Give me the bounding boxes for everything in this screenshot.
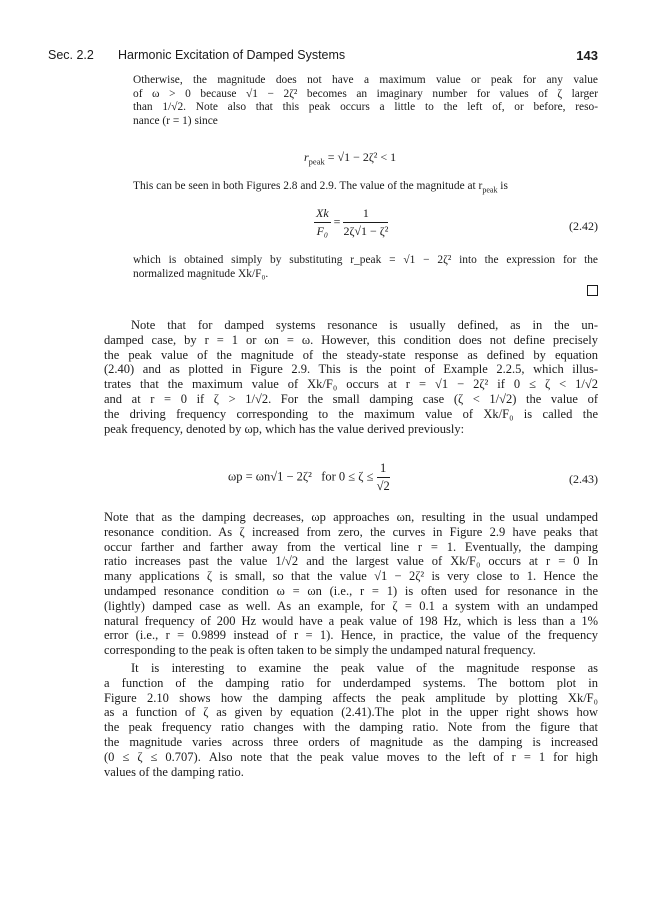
eq-lhs-sub: peak <box>308 156 325 167</box>
text-line: trates that the maximum value of Xk/F₀ occurs at r = √1 − 2ζ² if 0 ≤ ζ < 1/√2 <box>104 377 598 392</box>
eq-numerator: 1 <box>377 461 390 478</box>
text-line: many applications ζ is small, so that the value √1 − 2ζ² is very close to 1. Hence the <box>104 569 598 584</box>
equation-number: (2.43) <box>569 472 598 486</box>
text-line: Figure 2.10 shows how the damping affects the peak amplitude by plotting Xk/F₀ <box>104 690 598 705</box>
running-header <box>48 48 600 68</box>
text-segment: is <box>497 180 508 192</box>
text-line: It is interesting to examine the peak value of the magnitude response as <box>131 661 598 675</box>
text-line: error (i.e., r = 0.9899 instead of r = 1). Hence, in practice, the value of the frequency <box>104 628 598 643</box>
text-line: (0 ≤ ζ ≤ 0.707). Also note that the peak value moves to the left of r = 1 for high <box>104 749 598 764</box>
example-text-3 <box>133 254 598 281</box>
equation-number: (2.42) <box>569 219 598 233</box>
text-line: and at r = 0 if ζ > 1/√2. For the small damping case (ζ < 1/√2) the value of <box>104 391 598 406</box>
text-line: normalized magnitude Xk/F₀. <box>133 267 269 280</box>
text-line: than 1/√2. Note also that this peak occurs a little to the left of, or before, reso- <box>133 101 598 114</box>
eq-denominator: √2 <box>376 479 390 493</box>
text-line: Note that as the damping decreases, ωp approaches ωn, resulting in the usual undamped <box>104 510 598 524</box>
text-line: the peak frequency ratio changes with the damping ratio. Note from the figure that <box>104 720 598 735</box>
eq-denominator: F₀ <box>316 224 329 238</box>
eq-lhs: ωp = ωn√1 − 2ζ² <box>228 469 312 484</box>
page-number: 143 <box>576 48 598 63</box>
paragraph-damping <box>104 510 598 658</box>
text-line: Note that for damped systems resonance is usually defined, as in the un- <box>131 318 598 332</box>
text-line: nance (r = 1) since <box>133 114 218 127</box>
text-line: which is obtained simply by substituting r_peak = √1 − 2ζ² into the expression for the <box>133 254 598 266</box>
eq-equals: = <box>333 214 341 229</box>
equation-rpeak <box>304 150 396 166</box>
paragraph-peak-value <box>104 661 598 779</box>
text-line: (lightly) damped case as well. As an example, for ζ = 0.1 a system with an undamped <box>104 598 598 613</box>
text-line: occur farther and farther away from the vertical line r = 1. Eventually, the damping <box>104 539 598 554</box>
text-line: the driving frequency corresponding to the maximum value of Xk/F₀ is called the <box>104 406 598 421</box>
example-text-2 <box>133 180 598 194</box>
text-line: corresponding to the peak is often taken to be simply the undamped natural frequency. <box>104 643 536 658</box>
text-line: natural frequency of 200 Hz would have a peak value of 198 Hz, which is less than a 1% <box>104 613 598 628</box>
text-line: the peak value of the magnitude of the steady-state response as defined by equation <box>104 347 598 362</box>
section-label: Sec. 2.2 <box>48 48 94 62</box>
text-line: (2.40) and as plotted in Figure 2.9. This is the point of Example 2.2.5, which illus- <box>104 362 598 377</box>
end-of-example-box <box>587 285 598 296</box>
eq-denominator: 2ζ√1 − ζ² <box>343 224 389 238</box>
eq-condition: for 0 ≤ ζ ≤ <box>321 469 374 484</box>
text-sub: peak <box>482 185 498 195</box>
paragraph-resonance <box>104 318 598 436</box>
text-line: ratio increases past the value 1/√2 and the largest value of Xk/F₀ occurs at r = 0 In <box>104 554 598 569</box>
text-line: as a function of ζ as given by equation (2.41).The plot in the upper right shows how <box>104 705 598 720</box>
eq-numerator: 1 <box>343 206 388 223</box>
text-segment: This can be seen in both Figures 2.8 and 2.9. The value of the magnitude at r <box>133 180 483 192</box>
text-line: values of the damping ratio. <box>104 764 244 779</box>
text-line: peak frequency, denoted by ωp, which has the value derived previously: <box>104 421 465 436</box>
text-line: Otherwise, the magnitude does not have a maximum value or peak for any value <box>133 74 598 86</box>
equation-2-42 <box>314 206 388 239</box>
text-line: a function of the damping ratio for underdamped systems. The bottom plot in <box>104 675 598 690</box>
text-line: resonance condition. As ζ increased from zero, the curves in Figure 2.9 have peaks that <box>104 524 598 539</box>
text-line: damped case, by r = 1 or ωn = ω. However, this condition does not define precisely <box>104 332 598 347</box>
example-text <box>133 74 598 128</box>
eq-lhs: r <box>304 150 309 164</box>
text-line: of ω > 0 because √1 − 2ζ² becomes an imaginary number for values of ζ larger <box>133 87 598 100</box>
eq-rhs: = √1 − 2ζ² < 1 <box>327 150 397 164</box>
text-line: the magnitude varies across three orders of magnitude as the damping is increased <box>104 734 598 749</box>
equation-2-43 <box>228 461 390 494</box>
eq-numerator: Xk <box>314 206 331 223</box>
chapter-title: Harmonic Excitation of Damped Systems <box>118 48 346 62</box>
text-line: undamped resonance condition ω = ωn (i.e., r = 1) is often used for resonance in the <box>104 583 598 598</box>
